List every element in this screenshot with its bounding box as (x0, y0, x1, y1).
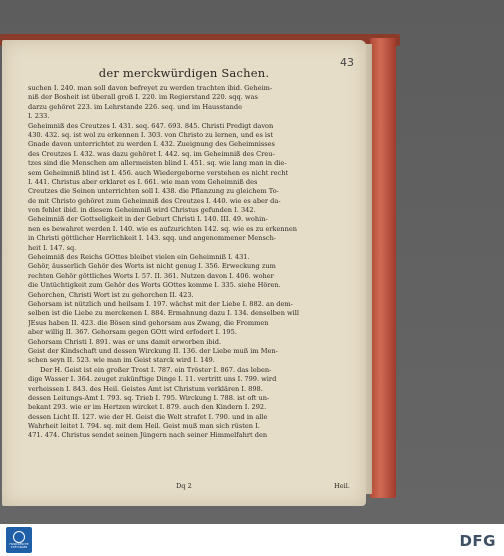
text-line: tzes sind die Menschen am allermeisten blind I. 451. sq. wie lang man in die- (28, 159, 287, 168)
index-text (28, 84, 350, 441)
text-line: Wahrheit leitet I. 794. sq. mit dem Heil. Geist muß man sich rüsten I. (28, 422, 260, 431)
text-line: sem Geheimniß blind ist I. 456. auch Wiedergeborne verstehen es nicht recht (28, 168, 289, 177)
catchword: Heil. (334, 482, 350, 490)
text-line: des Creutzes I. 432. was dazu gehöret I. 442. sq. im Geheimniß des Creu- (28, 149, 275, 158)
text-line: schen seyn II. 523. wie man im Geist starck wird I. 149. (28, 356, 215, 365)
text-line: rechten Gehör göttliches Worts I. 57. II. 361. Nutzen davon I. 406. woher (28, 271, 274, 280)
text-line: Creutzes die Seinen unterrichten soll I. 438. die Pflanzung zu gleichem To- (28, 187, 279, 196)
text-line: Gehorsam ist nützlich und heilsam I. 197. wächst mit der Liebe I. 882. an dem- (28, 299, 293, 308)
text-line: bekant 293. wie er im Hertzen wircket I. 879. auch den Kindern I. 292. (28, 403, 267, 412)
text-line: heit I. 147. sq. (28, 243, 77, 252)
text-line: suchen I. 240. man soll davon befreyet zu werden trachten ibid. Geheim- (28, 84, 273, 92)
text-line: von fehlet ibid. in diesem Geheimniß wird Christus gefunden I. 342. (28, 206, 256, 215)
text-line: dessen Leitungs-Amt I. 793. sq. Trieb I. 795. Wirckung I. 788. ist oft un- (28, 393, 270, 402)
logo-line-1: FRANCKESCHE (9, 543, 29, 546)
text-line: Geheimniß der Gottseligkeit in der Geburt Christi I. 140. III. 49. wohin- (28, 215, 268, 224)
text-line: Der H. Geist ist ein großer Trost I. 787. ein Tröster I. 867. das leben- (40, 365, 272, 374)
text-line: Gnade davon unterrichtet zu werden I. 432. Zueignung des Geheimnisses (28, 140, 275, 149)
text-line: dessen Licht II. 127. wie der H. Geist die Welt strafet I. 790. und in alle (28, 412, 268, 421)
text-line: I. 441. Christus aber erklaret es I. 661. wie man vom Geheimniß des (28, 177, 258, 186)
signature-mark: Dq 2 (176, 482, 192, 490)
text-line: nen es bewahret werden I. 140. wie es aufzurichten 142. sq. wie es zu erkennen (28, 224, 298, 233)
book-cover-edge (370, 38, 396, 498)
text-line: niß der Bosheit ist überall groß I. 220. im Regierstand 220. sqq. was (28, 93, 258, 102)
book-page (2, 40, 366, 506)
text-line: Geheimniß des Reichs GOttes bleibet vielen ein Geheimniß I. 431. (28, 253, 250, 262)
viewer-footer (0, 524, 504, 556)
text-line: selben ist die Liebe zu merckenen I. 884. Ermahnung dazu I. 134. denselben will (28, 309, 300, 318)
running-header: der merckwürdigen Sachen. (98, 66, 270, 80)
text-line: Geist der Kindschaft und dessen Wirckung II. 136. der Liebe muß im Men- (28, 346, 278, 355)
text-line: 430. 432. sq. ist wol zu erkennen I. 303. von Christo zu lernen, und es ist (28, 130, 274, 139)
text-line: in Christi göttlicher Herrlichkeit I. 143. sqq. und angenommener Mensch- (28, 234, 277, 243)
text-line: 471. 474. Christus sendet seinen Jüngern nach seiner Himmelfahrt den (28, 431, 268, 440)
text-line: de mit Christo gehöret zum Geheimniß des Creutzes I. 440. wie es aber da- (28, 196, 281, 205)
text-line: verheissen I. 843. des Heil. Geistes Amt ist Christum verklären I. 898. (28, 384, 263, 393)
page-number: 43 (340, 56, 354, 69)
text-line: Gehör, äusserlich Gehör des Worts ist nicht genug I. 356. Erweckung zum (28, 262, 276, 271)
text-line: Gehorsam Christi I. 891. was er uns damit erworben ibid. (28, 337, 222, 346)
text-line: I. 233. (28, 112, 50, 121)
franckesche-stiftungen-logo[interactable] (6, 527, 32, 553)
text-line: Geheimniß des Creutzes I. 431. seq. 647. 693. 845. Christi Predigt davon (28, 121, 274, 130)
logo-line-2: STIFTUNGEN (10, 546, 28, 549)
emblem-icon (13, 531, 25, 543)
text-line: darzu gehöret 223. im Lehrstande 226. seq. und im Hausstande (28, 102, 242, 111)
text-line: JEsus haben II. 423. die Bösen sind gehorsam aus Zwang, die Frommen (28, 318, 269, 327)
text-line: aber willig II. 367. Gehorsam gegen GOtt wird erfodert I. 195. (28, 328, 237, 337)
text-line: die Untüchtigkeit zum Gehör des Worts GOttes komme I. 335. siehe Hören. (28, 281, 281, 290)
signature-line (28, 482, 350, 492)
dfg-logo[interactable]: DFG (459, 532, 496, 550)
text-line: dige Wasser I. 364. zeuget zukünftige Dinge I. 11. vertritt uns I. 799. wird (28, 375, 277, 384)
text-line: Gehorchen, Christi Wort ist zu gehorchen II. 423. (28, 290, 194, 299)
